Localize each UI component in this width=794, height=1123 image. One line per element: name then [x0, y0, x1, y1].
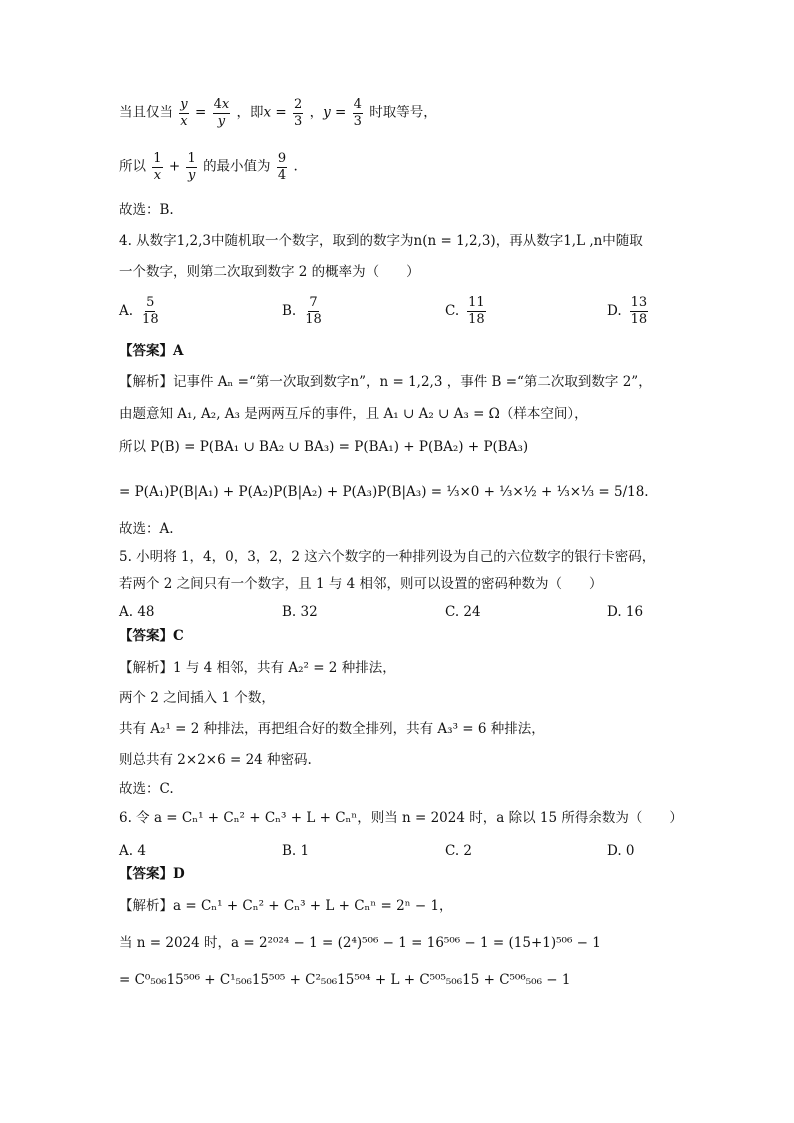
line-equality-condition: 当且仅当 $\frac{y}{x}$ = $\frac{4x}{y}$ ，即x = $\frac{2}{3}$ ，y = $\frac{4}{3}$ 时取等号， [119, 97, 437, 129]
line-select-b: 故选：B. [119, 202, 174, 218]
line-minimum-value: 所以 $\frac{1}{x}$ + $\frac{1}{y}$ 的最小值为 $\frac{9}{4}$ . [119, 151, 298, 183]
q4-option-a: A. $\frac{5}{18}$ [119, 295, 159, 327]
q6-answer: 【答案】D [119, 866, 185, 882]
q5-select: 故选：C. [119, 781, 174, 797]
q5-explanation-2: 两个 2 之间插入 1 个数， [119, 690, 275, 706]
q4-option-d: D. $\frac{13}{18}$ [607, 295, 648, 327]
q4-option-b: B. $\frac{7}{18}$ [282, 295, 322, 327]
q5-explanation-3: 共有 A₂¹ = 2 种排法，再把组合好的数全排列，共有 A₃³ = 6 种排法， [119, 721, 545, 737]
q6-option-d: D. 0 [607, 843, 635, 859]
q5-explanation-1: 【解析】1 与 4 相邻，共有 A₂² = 2 种排法， [119, 660, 396, 676]
q5-stem-line2: 若两个 2 之间只有一个数字，且 1 与 4 相邻，则可以设置的密码种数为（ ） [119, 576, 603, 592]
q4-explanation-2: 由题意知 A₁, A₂, A₃ 是两两互斥的事件，且 A₁ ∪ A₂ ∪ A₃ = Ω（样本空间）， [119, 406, 588, 422]
q5-answer: 【答案】C [119, 628, 184, 644]
q4-explanation-4: = P(A₁)P(B|A₁) + P(A₂)P(B|A₂) + P(A₃)P(B|A₃) = ⅓×0 + ⅓×½ + ⅓×⅓ = 5/18. [119, 484, 649, 500]
q4-explanation-3: 所以 P(B) = P(BA₁ ∪ BA₂ ∪ BA₃) = P(BA₁) + P(BA₂) + P(BA₃) [119, 439, 529, 455]
q5-explanation-4: 则总共有 2×2×6 = 24 种密码. [119, 752, 312, 768]
q4-explanation-1: 【解析】记事件 Aₙ =“第一次取到数字n”，n = 1,2,3 ，事件 B =“第二次取到数字 2”， [119, 374, 652, 390]
q5-option-c: C. 24 [445, 604, 481, 620]
q4-stem-line1: 4. 从数字1,2,3中随机取一个数字，取到的数字为n(n = 1,2,3)，再从数字1,L ,n中随取 [119, 233, 643, 249]
q6-stem: 6. 令 a = Cₙ¹ + Cₙ² + Cₙ³ + L + Cₙⁿ，则当 n = 2024 时，a 除以 15 所得余数为（ ） [119, 810, 683, 826]
q5-stem-line1: 5. 小明将 1，4，0，3，2，2 这六个数字的一种排列设为自己的六位数字的银行卡密码， [119, 549, 656, 565]
q4-answer: 【答案】A [119, 343, 184, 359]
q5-option-d: D. 16 [607, 604, 644, 620]
q6-option-a: A. 4 [119, 843, 146, 859]
q6-explanation-2: 当 n = 2024 时，a = 2²⁰²⁴ − 1 = (2⁴)⁵⁰⁶ − 1 = 16⁵⁰⁶ − 1 = (15+1)⁵⁰⁶ − 1 [119, 935, 601, 951]
q6-option-c: C. 2 [445, 843, 473, 859]
q6-option-b: B. 1 [282, 843, 310, 859]
q5-option-a: A. 48 [119, 604, 155, 620]
q4-stem-line2: 一个数字，则第二次取到数字 2 的概率为（ ） [119, 264, 420, 280]
q6-explanation-3: = C⁰₅₀₆15⁵⁰⁶ + C¹₅₀₆15⁵⁰⁵ + C²₅₀₆15⁵⁰⁴ + L + C⁵⁰⁵₅₀₆15 + C⁵⁰⁶₅₀₆ − 1 [119, 972, 571, 988]
q6-explanation-1: 【解析】a = Cₙ¹ + Cₙ² + Cₙ³ + L + Cₙⁿ = 2ⁿ − 1， [119, 898, 453, 914]
q4-option-c: C. $\frac{11}{18}$ [445, 295, 485, 327]
q4-select: 故选：A. [119, 521, 174, 537]
q5-option-b: B. 32 [282, 604, 318, 620]
